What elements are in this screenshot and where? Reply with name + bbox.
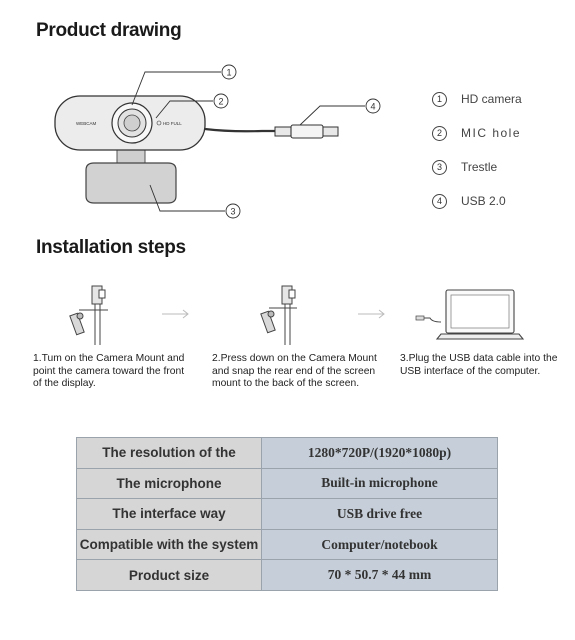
spec-value: Built-in microphone — [262, 468, 498, 499]
arrow-step2-to-step3 — [358, 310, 384, 318]
callout-numbers — [214, 65, 380, 218]
svg-text:2: 2 — [218, 96, 224, 107]
section-title-product-drawing: Product drawing — [36, 20, 182, 41]
legend-number: 2 — [432, 126, 447, 141]
spec-label: The microphone — [77, 468, 262, 499]
legend-item-trestle — [432, 150, 572, 184]
spec-label: The interface way — [77, 499, 262, 530]
usb-cable-drawing — [205, 125, 338, 138]
legend-number: 3 — [432, 160, 447, 175]
spec-value: USB drive free — [262, 499, 498, 530]
step-2-text: 2.Press down on the Camera Mount and snap the rear end of the screen mount to the back of the screen. — [212, 353, 377, 389]
webcam-label: WEBCAM — [76, 121, 97, 126]
step1-illustration — [70, 286, 108, 345]
spec-value: 70 * 50.7 * 44 mm — [262, 560, 498, 591]
spec-label: The resolution of the — [77, 438, 262, 469]
table-row — [77, 529, 498, 560]
section-title-installation-steps: Installation steps — [36, 237, 186, 258]
step2-illustration — [261, 286, 297, 345]
svg-text:4: 4 — [370, 101, 376, 112]
spec-value: 1280*720P/(1920*1080p) — [262, 438, 498, 469]
svg-text:1: 1 — [226, 67, 232, 78]
svg-text:3: 3 — [230, 206, 236, 217]
step3-laptop-illustration — [416, 290, 523, 339]
arrow-step1-to-step2 — [162, 310, 188, 318]
table-row — [77, 560, 498, 591]
legend-item-mic-hole — [432, 116, 572, 150]
spec-label: Product size — [77, 560, 262, 591]
camera-body-drawing — [55, 96, 205, 150]
table-row — [77, 499, 498, 530]
legend-number: 1 — [432, 92, 447, 107]
trestle-drawing — [86, 150, 176, 203]
spec-label: Compatible with the system — [77, 529, 262, 560]
legend-label: HD camera — [461, 92, 522, 106]
legend-label: MIC hole — [461, 126, 522, 140]
legend-label: Trestle — [461, 160, 498, 174]
step-3-text: 3.Plug the USB data cable into the USB interface of the computer. — [400, 353, 558, 377]
hd-full-label: HD FULL — [163, 121, 182, 126]
legend-list — [432, 82, 572, 218]
legend-item-usb — [432, 184, 572, 218]
legend-number: 4 — [432, 194, 447, 209]
table-row — [77, 468, 498, 499]
step-1-text: 1.Tum on the Camera Mount and point the camera toward the front of the display. — [33, 353, 185, 389]
legend-label: USB 2.0 — [461, 194, 506, 208]
spec-value: Computer/notebook — [262, 529, 498, 560]
spec-table — [76, 437, 498, 591]
table-row — [77, 438, 498, 469]
legend-item-hd-camera — [432, 82, 572, 116]
